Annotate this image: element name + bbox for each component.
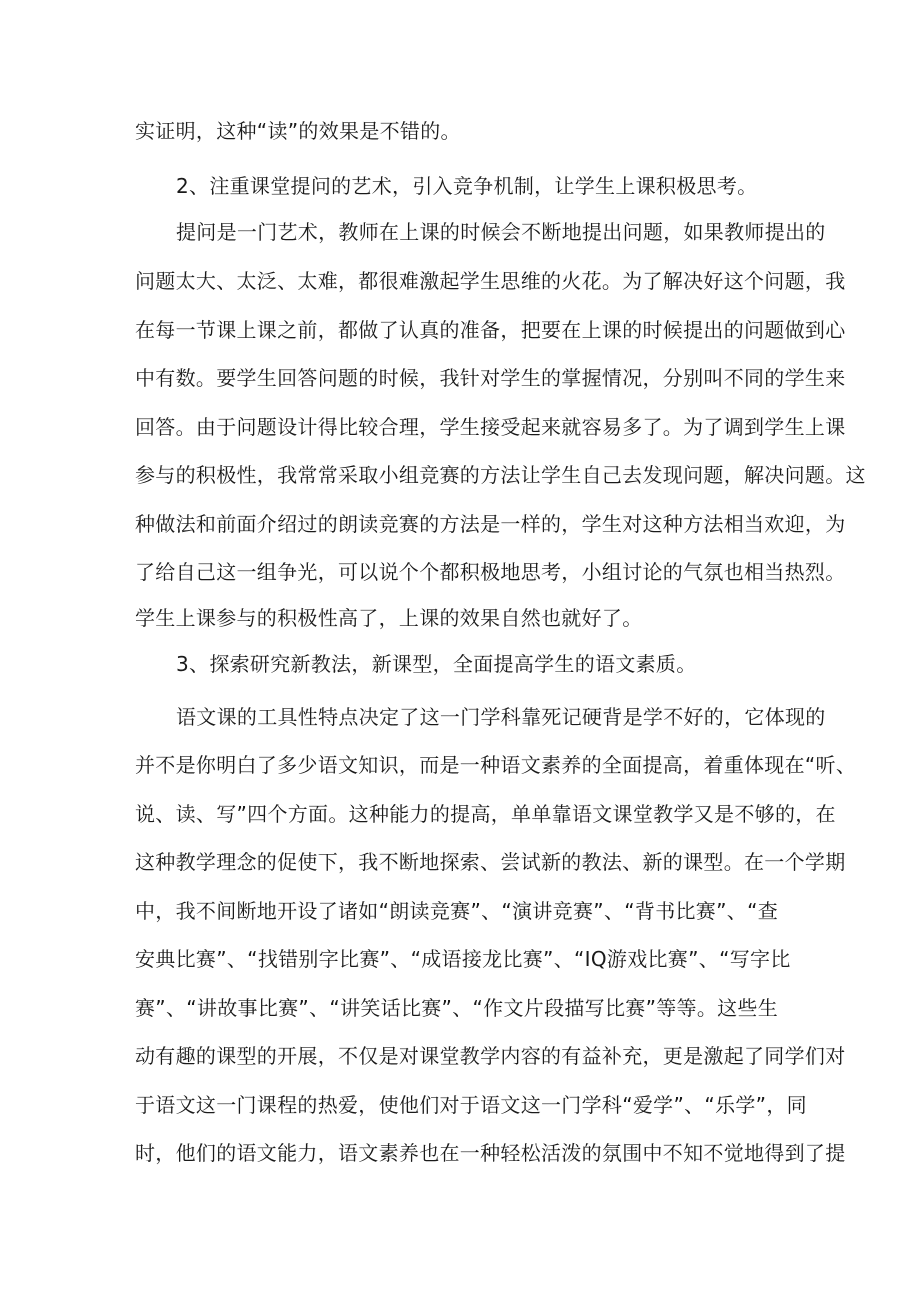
text-line: 实证明，这种“读”的效果是不错的。 [135,119,461,143]
text-line: 这种教学理念的促使下，我不断地探索、尝试新的教法、新的课型。在一个学期 [135,850,846,874]
text-line: 语文课的工具性特点决定了这一门学科靠死记硬背是学不好的，它体现的 [176,705,826,729]
text-line: 说、读、写”四个方面。这种能力的提高，单单靠语文课堂教学又是不够的，在 [135,802,836,826]
text-line: 赛”、“讲故事比赛”、“讲笑话比赛”、“作文片段描写比赛”等等。这些生 [135,996,779,1020]
text-line: 提问是一门艺术，教师在上课的时候会不断地提出问题，如果教师提出的 [176,220,826,244]
text-line: 于语文这一门课程的热爱，使他们对于语文这一门学科“爱学”、“乐学”，同 [135,1093,807,1117]
text-line: 在每一节课上课之前，都做了认真的准备，把要在上课的时候提出的问题做到心 [135,318,846,342]
text-line: 中，我不间断地开设了诸如“朗读竞赛”、“演讲竞赛”、“背书比赛”、“查 [135,899,779,923]
text-line: 学生上课参与的积极性高了，上课的效果自然也就好了。 [135,606,643,630]
text-line: 并不是你明白了多少语文知识，而是一种语文素养的全面提高，着重体现在“听、 [135,753,857,777]
text-line: 时，他们的语文能力，语文素养也在一种轻松活泼的氛围中不知不觉地得到了提 [135,1141,846,1165]
text-line: 回答。由于问题设计得比较合理，学生接受起来就容易多了。为了调到学生上课 [135,415,846,439]
text-line: 了给自己这一组争光，可以说个个都积极地思考，小组讨论的气氛也相当热烈。 [135,560,846,584]
text-line: 问题太大、太泛、太难，都很难激起学生思维的火花。为了解决好这个问题，我 [135,269,846,293]
section-heading: 2、注重课堂提问的艺术，引入竞争机制，让学生上课积极思考。 [176,174,758,198]
text-line: 参与的积极性，我常常采取小组竞赛的方法让学生自己去发现问题，解决问题。这 [135,463,866,487]
text-line: 安典比赛”、“找错别字比赛”、“成语接龙比赛”、“IQ游戏比赛”、“写字比 [135,947,791,971]
text-line: 中有数。要学生回答问题的时候，我针对学生的掌握情况，分别叫不同的学生来 [135,366,846,390]
text-line: 种做法和前面介绍过的朗读竞赛的方法是一样的，学生对这种方法相当欢迎，为 [135,512,846,536]
section-heading: 3、探索研究新教法，新课型，全面提高学生的语文素质。 [176,652,697,676]
text-line: 动有趣的课型的开展，不仅是对课堂教学内容的有益补充，更是激起了同学们对 [135,1044,846,1068]
